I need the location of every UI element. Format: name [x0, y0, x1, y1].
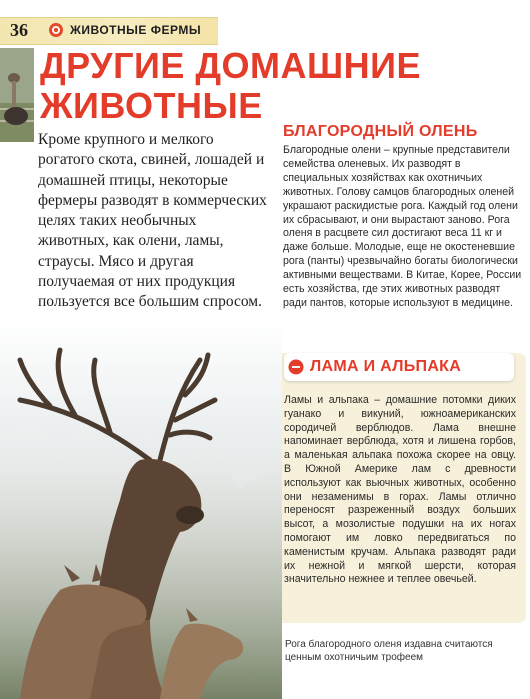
deer-heading: БЛАГОРОДНЫЙ ОЛЕНЬ	[283, 123, 478, 140]
llama-paragraph: Ламы и альпака – домашние потомки диких гуанако и викуний, южноамериканских сородичей верблюдов. Лама внешне напоминает верблюда, хотя и лишена горбов, а маленькая альпака похожа скорее на овцу. В Южной Америке лам с древности используют как вьючных животных, особенно они незаменимы в горах. Ламы отлично переносят разреженный воздух больших высот, а мозолистые подушки на их ногах помогают им ловко передвигаться по каменистым кручам. Альпака разводят ради их нежной и мягкой шерсти, которая значительно нежнее и теплее овечьей.	[284, 394, 516, 586]
section-title: ЖИВОТНЫЕ ФЕРМЫ	[70, 23, 202, 37]
page-title-line-2: ЖИВОТНЫЕ	[40, 85, 263, 126]
ostrich-photo	[0, 48, 34, 142]
deer-paragraph: Благородные олени – крупные представители семейства оленевых. Их разводят в специальных хозяйствах как охотничьих животных. Голову самцов благородных оленей украшают раскидистые рога. Каждый год олени их сбрасывают, и они вырастают заново. Рога оленя в расцвете сил достигают веса 11 кг и даже больше. Молодые, еще не окостеневшие рога (панты) чрезвычайно богаты биологически активными веществами. В Китае, Корее, России есть хозяйства, где этих животных разводят ради пантов, которые используют в медицине.	[283, 144, 522, 309]
llama-heading: ЛАМА И АЛЬПАКА	[310, 358, 462, 375]
page-title	[40, 46, 460, 126]
page-number: 36	[10, 20, 28, 40]
red-circle-bullet-icon	[288, 359, 304, 375]
globe-marker-icon	[48, 22, 64, 38]
page-title-line-1: ДРУГИЕ ДОМАШНИЕ	[40, 45, 422, 86]
intro-paragraph: Кроме крупного и мелкого рогатого скота, свиней, лошадей и домашней птицы, некоторые фермеры разводят в коммерческих целях таких необычных животных, как олени, ламы, страусы. Мясо и другая получаемая от них продукция пользуется все большим спросом.	[38, 131, 267, 311]
photo-caption: Рога благородного оленя издавна считаются ценным охотничьим трофеем	[285, 639, 493, 663]
elk-photo	[0, 320, 282, 699]
